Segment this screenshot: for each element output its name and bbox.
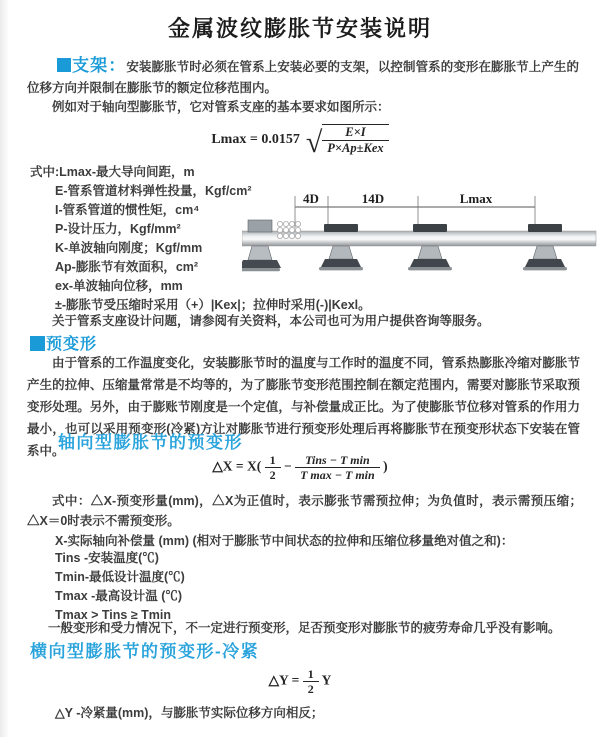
- axial-general-note: 一般变形和受力情况下，不一定进行预变形，足否预变形对膨胀节的疲劳寿命几乎没有影响。: [48, 621, 561, 635]
- formula-prefix: △Y =: [268, 672, 300, 688]
- dim-label-lmax: Lmax: [459, 191, 493, 206]
- support-intro-text: 安装膨胀节时必须在管系上安装必要的支架，以控制管系的变形在膨胀节上产生的位移方向并限制在膨胀节的额定位移范围内。: [27, 60, 579, 95]
- definition-line: E-管系管道材料弹性投量，Kgf/cm²: [55, 184, 252, 198]
- pipe: [242, 231, 596, 246]
- pipe-support-diagram: [242, 190, 598, 290]
- section-bullet-icon: [30, 336, 45, 351]
- support-example-text: 例如对于轴向型膨胀节，它对管系支座的基本要求如图所示：: [52, 100, 390, 114]
- guide-support: [319, 224, 363, 270]
- definition-line: ±-膨胀节受压缩时采用（+）|Kex|；拉伸时采用(-)|Kexl。: [55, 298, 371, 312]
- definition-line: ex-单波轴向位移，mm: [55, 279, 183, 293]
- temp-line: Tins -安装温度(℃): [55, 551, 159, 565]
- guide-support: [408, 224, 452, 270]
- definition-line: I-管系管道的惯性矩，cm⁴: [55, 203, 200, 217]
- axial-predeform-heading: 轴向型膨胀节的预变形: [58, 433, 243, 452]
- guide-support: [523, 224, 567, 270]
- minus-operator: −: [284, 458, 292, 474]
- section-bullet-icon: [57, 58, 71, 72]
- formula-lhs: Lmax = 0.0157: [211, 132, 300, 148]
- formula-suffix: ): [383, 458, 388, 474]
- definition-line: 式中:Lmax-最大导向间距，m: [30, 165, 195, 179]
- dimension-lines: [295, 196, 535, 228]
- page-title: 金属波纹膨胀节安装说明: [167, 16, 432, 41]
- temp-line: Tmax > Tins ≥ Tmin: [55, 608, 172, 622]
- fraction-denominator: P×Ap±Kex: [327, 141, 384, 155]
- fraction-numerator: E×I: [322, 125, 388, 141]
- guide-spacing-formula: [0, 124, 600, 160]
- support-closing-text: 关于管系支座设计问题，请参阅有关资料，本公司也可为用户提供咨询等服务。: [52, 314, 490, 328]
- support-section-heading: 支架：: [72, 56, 127, 75]
- lateral-predeform-formula: [0, 667, 600, 696]
- predeform-body-text: 由于管系的工作温度变化，安装膨胀节时的温度与工作时的温度不同，管系热膨胀冷缩对膨胀节产生的拉伸、压缩量常常是不均等的，为了膨胀节变形范围控制在额定范围内，需要对膨胀节采取预变形处理。另外，由于膨账节刚度是一个定值，与补偿量成正比。为了使膨胀节位移对管系的作用力最小，也可以采用预变形(冷紧)方让对膨胀节进行预变形处理后再将膨胀节在预变形状态下安装在管系中。: [27, 356, 580, 458]
- half-fraction: $\frac{1}{2}$: [265, 453, 281, 482]
- dim-label-4d: 4D: [303, 191, 319, 206]
- sqrt-body: [322, 124, 388, 156]
- temp-line: Tmin-最低设计温度(℃): [55, 570, 185, 584]
- definition-line: P-设计压力，Kgf/mm²: [55, 222, 181, 236]
- predeform-section-heading: [30, 331, 97, 354]
- support-intro-paragraph: [27, 55, 579, 99]
- definition-line: K-单波轴向刚度；Kgf/mm: [55, 241, 203, 255]
- predeform-heading-label: 预变形: [46, 336, 98, 353]
- formula-fraction: [322, 125, 388, 156]
- lateral-predeform-heading: 横向型膨胀节的预变形-冷紧: [30, 642, 260, 661]
- temperature-definitions: [55, 549, 185, 625]
- dim-label-14d: 14D: [361, 191, 385, 206]
- half-fraction: $\frac{1}{2}$: [303, 667, 319, 696]
- page-edge-shadow: [0, 0, 9, 737]
- axial-note-definition: 式中：△X-预变形量(mm)，△X为正值时，表示膨张节需预拉伸；为负值时，表示需预压缩；△X＝0时表示不需预变形。: [27, 494, 582, 528]
- axial-predeform-formula: [0, 453, 600, 482]
- axial-note-x: X-实际轴向补偿量 (mm) (相对于膨胀节中间状态的拉伸和压缩位移量绝对值之和)：: [55, 534, 514, 548]
- definition-line: Ap-膨胀节有效面积，cm²: [55, 260, 199, 274]
- lateral-note: △Y -冷紧量(mm)，与膨胀节实际位移方向相反；: [55, 706, 324, 720]
- formula-suffix: Y: [321, 672, 332, 688]
- temp-line: Tmax -最高设计温 (℃): [55, 589, 183, 603]
- formula-prefix: △X = X(: [212, 458, 262, 474]
- sqrt-radical-icon: √: [305, 126, 323, 160]
- temperature-fraction: $\frac{\text{Tins − T min}}{\text{T max − T min}}$: [295, 453, 380, 482]
